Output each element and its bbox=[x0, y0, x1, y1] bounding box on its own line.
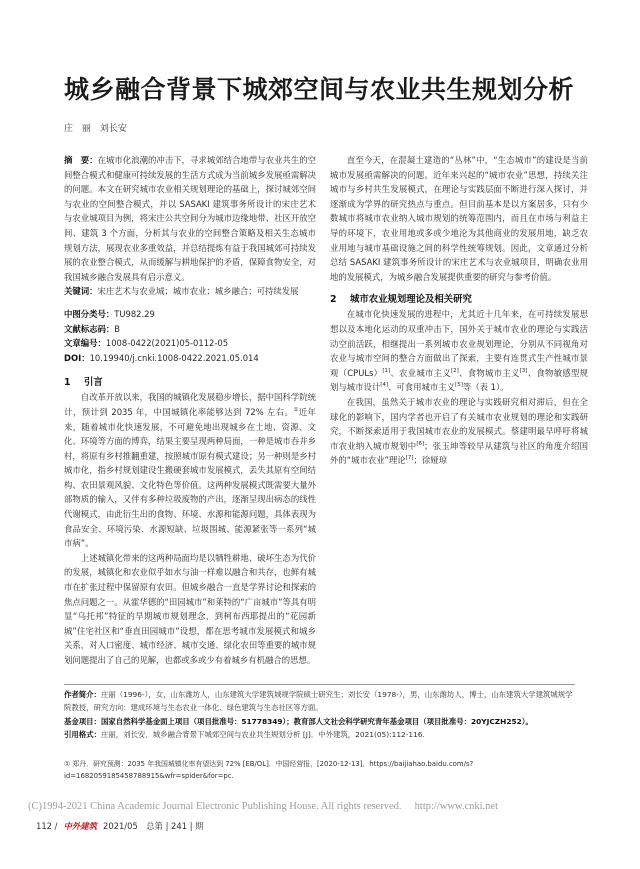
keywords-label: 关键词： bbox=[64, 286, 98, 297]
article-authors: 庄 丽 刘长安 bbox=[64, 124, 127, 134]
paragraph-text: 、可食用城市主义 bbox=[388, 382, 456, 393]
paragraph-text: 、食物城市主义 bbox=[458, 367, 520, 378]
section-title: 引言 bbox=[84, 377, 103, 389]
footnote-1: ① 郑丹．研究预测：2035 年我国城镇化率有望达到 72% [EB/OL]．中国经营报，[2020-12-13]．https://baijiahao.baidu.com/s?id=1682059185458788915&wfr=spider&for=pc. bbox=[64, 760, 474, 780]
meta-label: DOI： bbox=[64, 352, 90, 363]
citation-ref[interactable]: [6] bbox=[416, 440, 425, 447]
meta-label: 文章编号： bbox=[64, 338, 106, 349]
footnote-divider bbox=[64, 684, 575, 685]
abstract-label: 摘 要： bbox=[64, 155, 98, 165]
author-bio-text: 庄丽（1996-），女，山东潍坊人，山东建筑大学建筑城规学院硕士研究生；刘长安（1978-），男，山东潍坊人，博士，山东建筑大学建筑城规学院教授，研究方向：建成环境与生态农业一体化、绿色建筑与生态社区等方面。 bbox=[64, 690, 573, 713]
author-bio-label: 作者简介： bbox=[64, 690, 101, 699]
paragraph-text: 等（表 1）。 bbox=[462, 382, 509, 393]
citation-ref[interactable]: [1] bbox=[382, 367, 391, 374]
paragraph-text: 在城市化快速发展的进程中，尤其近十几年来，在可持续发展思想以及本地化运动的双重冲击下，国外关于城市农业的理论与实践活动空前活跃，相继提出一系列城市农业规划理论，分别从不同视角对农业与城市空间的整合方面做出了探索，主要有连贯式生产性城市景观（CPULs） bbox=[330, 309, 588, 378]
section-title: 城市农业规划理论及相关研究 bbox=[350, 294, 472, 306]
section-1-paragraph-3: 直至今天，在混凝土建造的“丛林”中，“生态城市”的建设是当前城市发展亟需解决的问题。近年来兴起的“城市农业”思想，持续关注城市与乡村共生发展模式，在理论与实践层面不断进行深入探讨，并逐渐成为学界的研究热点与重点。但目前基本是以方案居多，只有少数城市将城市农业纳入城市规划的统筹范围内，而且在市场与利益主导的环境下，农业用地或多或少地沦为其他商业的发展用地，缺乏农业用地与城市基础设施之间的科学性统筹规划。因此，文章通过分析总结 SASAKI 建筑事务所设计的宋庄艺术与农业城项目，明确农业用地的发展模式，为城乡融合发展提供重要的研究与参考价值。 bbox=[330, 155, 588, 282]
meta-doi bbox=[64, 351, 316, 366]
journal-logo: 中外建筑 bbox=[63, 821, 97, 831]
section-1-heading bbox=[64, 375, 316, 390]
author-info-block bbox=[64, 688, 578, 742]
keywords bbox=[64, 284, 316, 299]
meta-clc bbox=[64, 307, 316, 322]
citation-ref[interactable]: [7] bbox=[405, 455, 414, 462]
section-2-heading bbox=[330, 292, 588, 307]
abstract bbox=[64, 153, 316, 284]
section-1-paragraph-2: 上述城镇化带来的这两种局面均是以牺牲耕地、破坏生态为代价的发展，城镇化和农业似乎如水与油一样难以融合和共存，也鲜有城市在扩张过程中保留原有农田。但城乡融合一直是学界讨论和探索的焦点问题之一。从霍华德的“田园城市”和莱特的“广亩城市”等具有明显“乌托邦”特征的早期城市规划理念，到柯布西耶提出的“花园新城”住宅社区和“垂直田园城市”设想，都在思考城市发展模式和城乡关系，对人口密度、城市经济、城市交通、绿化农田等重要的城市规划问题提出了自己的见解，也都或多或少有着城乡有机融合的思想。 bbox=[64, 552, 316, 665]
paragraph-text: ；徐娅琼 bbox=[413, 455, 447, 466]
funding bbox=[64, 715, 578, 728]
section-1-paragraph-1 bbox=[64, 390, 316, 551]
author-bio bbox=[64, 688, 578, 715]
cnki-watermark: (C)1994-2021 China Academic Journal Electronic Publishing House. All rights reserved. http://www.cnki.net bbox=[28, 801, 498, 812]
right-column bbox=[330, 153, 588, 468]
paragraph-text: 在我国，虽然关于城市农业的理论与实践研究相对滞后，但在全球化的影响下，国内学者也开启了有关城市农业规划的理论和实践研究，不断探索适用于我国城市农业的发展模式。蔡建明最早呼吁将城市农业纳入城市规划中 bbox=[330, 396, 588, 451]
paragraph-text: 自改革开放以来，我国的城镇化发展稳步增长，据中国科学院统计，预计到 2035 年，中国城镇化率能够达到 72% 左右。 bbox=[64, 392, 316, 417]
citation-ref[interactable]: [3] bbox=[519, 367, 528, 374]
citation-ref[interactable]: [2] bbox=[450, 367, 459, 374]
paragraph-text: 、食物敏感型规划与城市设计 bbox=[330, 367, 589, 393]
left-column bbox=[64, 153, 316, 668]
page-footer bbox=[36, 820, 204, 832]
funding-label: 基金项目： bbox=[64, 716, 101, 726]
citation-ref[interactable]: [5] bbox=[455, 382, 463, 389]
citation-format bbox=[64, 728, 578, 741]
paragraph-text: 、农业城市主义 bbox=[390, 367, 451, 378]
article-title: 城乡融合背景下城郊空间与农业共生规划分析 bbox=[64, 75, 575, 104]
meta-article-id bbox=[64, 336, 316, 351]
page-number: 112 / bbox=[36, 821, 58, 831]
doi-link[interactable]: 10.19940/j.cnki.1008-0422.2021.05.014 bbox=[89, 352, 259, 363]
footnote-ref[interactable]: ① bbox=[293, 407, 299, 414]
section-number: 2 bbox=[330, 294, 337, 306]
article-meta bbox=[64, 307, 316, 365]
meta-label: 文献标志码： bbox=[64, 323, 115, 334]
citation-text: 庄丽，刘长安．城乡融合背景下城郊空间与农业共生规划分析 [J]．中外建筑，2021(05):112-116. bbox=[100, 730, 425, 740]
abstract-text: 在城市化浪潮的冲击下，寻求城郊结合地带与农业共生的空间整合模式和健康可持续发展的生活方式成为当前城乡发展亟需解决的问题。本文在研究城市农业相关规划理论的基础上，探讨城郊空间与农业的空间整合模式，并以 SASAKI 建筑事务所设计的宋庄艺术与农业城项目为例，将宋庄公共空间分为城市边缘地带、社区开放空间、建筑 3 个方面，分析其与农业的空间整合策略及相关生态城市规划方法，展现农业多重效益，并总结提炼有益于我国城郊可持续发展的农业整合模式，从而缓解与耕地保护的矛盾，保障食物安全，对我国城乡融合发展具有启示意义。 bbox=[64, 155, 317, 282]
meta-label: 中图分类号： bbox=[64, 308, 115, 319]
paragraph-text: 近年来，随着城市化快速发展，不可避免地出现城乡在土地、资源、文化、环境等方面的博弈，结果主要呈现两种局面，一种是城市吞并乡村，将原有乡村推翻重建，按照城市原有模式建设；另一种则是乡村城市化，指乡村规划建设生搬硬套城市发展模式，丢失其原有空间结构、农田景观风貌、文化特色等价值。这两种发展模式既需要大量外部物质的输入，又伴有多种垃圾废物的产出，逐渐呈现出病态的线性代谢模式，由此衍生出的食物、环境、水源和能源问题，具体表现为食品安全、环境污染、水源短缺、垃圾围城、能源紧张等一系列“城市病”。 bbox=[64, 406, 317, 549]
keywords-text: 宋庄艺术与农业城；城市农业；城乡融合；可持续发展 bbox=[97, 286, 299, 297]
paragraph-text: ；张玉坤等较早从建筑与社区的角度介绍国外的“城市农业”理论 bbox=[330, 440, 589, 466]
funding-text: 国家自然科学基金面上项目（项目批准号：51778349）；教育部人文社会科学研究青年基金项目（项目批准号：20YJCZH252）。 bbox=[100, 716, 533, 726]
citation-label: 引用格式： bbox=[64, 730, 101, 740]
section-2-paragraph-2 bbox=[330, 395, 588, 468]
citation-ref[interactable]: [4] bbox=[380, 382, 389, 389]
meta-doc-code bbox=[64, 322, 316, 337]
section-number: 1 bbox=[64, 377, 71, 389]
meta-value: B bbox=[114, 323, 120, 334]
meta-value: TU982.29 bbox=[114, 308, 155, 319]
meta-value: 1008-0422(2021)05-0112-05 bbox=[105, 338, 229, 349]
issue-info: 2021/05 总第 | 241 | 期 bbox=[102, 821, 204, 831]
section-2-paragraph-1 bbox=[330, 307, 588, 395]
